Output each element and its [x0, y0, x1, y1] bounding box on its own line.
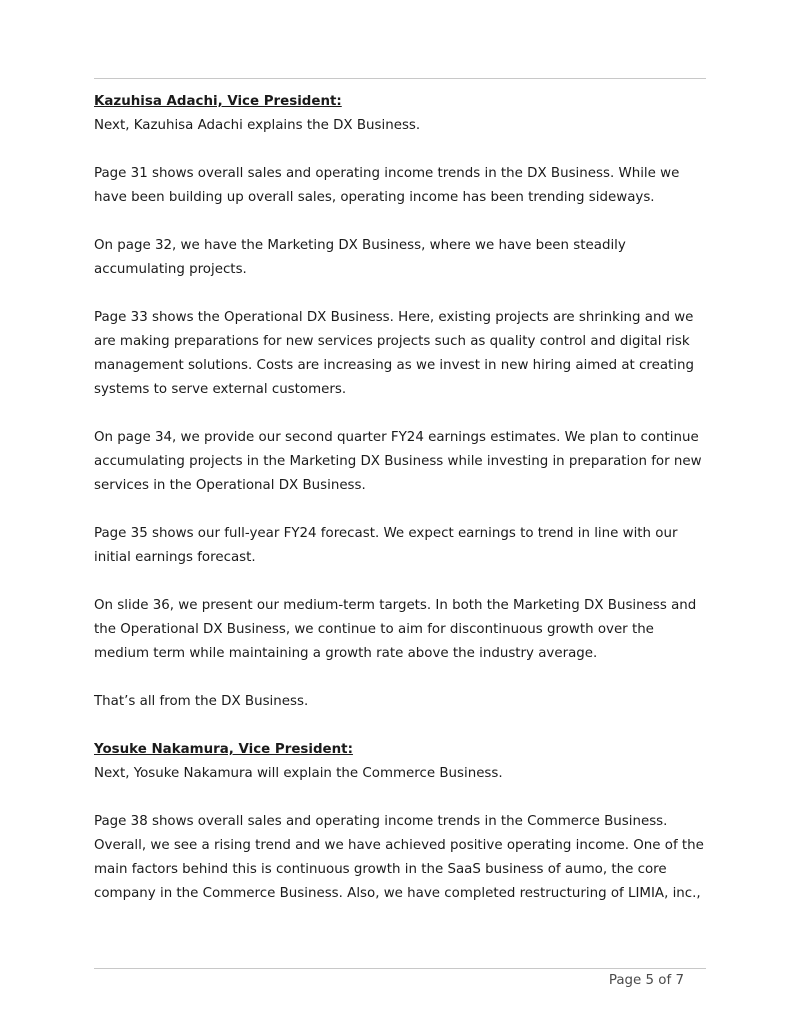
header-rule [94, 78, 706, 79]
speaker-heading: Yosuke Nakamura, Vice President: [94, 742, 353, 757]
document-body [94, 90, 708, 930]
page-number: Page 5 of 7 [608, 973, 684, 988]
paragraph: Page 31 shows overall sales and operating income trends in the DX Business. While we have been building up overall sales, operating income has been trending sideways. [94, 166, 680, 205]
paragraph: On page 34, we provide our second quarter FY24 earnings estimates. We plan to continue accumulating projects in the Marketing DX Business while investing in preparation for new services in the Operational DX Business. [94, 430, 702, 493]
paragraph: On page 32, we have the Marketing DX Business, where we have been steadily accumulating projects. [94, 238, 626, 277]
speaker-heading: Kazuhisa Adachi, Vice President: [94, 94, 342, 109]
paragraph: Page 33 shows the Operational DX Business. Here, existing projects are shrinking and we are making preparations for new services projects such as quality control and digital risk management solutions. Costs are increasing as we invest in new hiring aimed at creating systems to serve external customers. [94, 310, 695, 397]
paragraph: Page 35 shows our full-year FY24 forecast. We expect earnings to trend in line with our initial earnings forecast. [94, 526, 678, 565]
footer-rule [94, 968, 706, 969]
paragraph: Page 38 shows overall sales and operating income trends in the Commerce Business. Overall, we see a rising trend and we have achieved positive operating income. One of the main factors behind this is continuous growth in the SaaS business of aumo, the core company in the Commerce Business. Also, we have completed restructuring of LIMIA, inc., [94, 814, 704, 901]
paragraph: Next, Yosuke Nakamura will explain the Commerce Business. [94, 766, 503, 781]
paragraph: Next, Kazuhisa Adachi explains the DX Business. [94, 118, 421, 133]
paragraph: That’s all from the DX Business. [94, 694, 309, 709]
paragraph: On slide 36, we present our medium-term targets. In both the Marketing DX Business and the Operational DX Business, we continue to aim for discontinuous growth over the medium term while maintaining a growth rate above the industry average. [94, 598, 697, 661]
